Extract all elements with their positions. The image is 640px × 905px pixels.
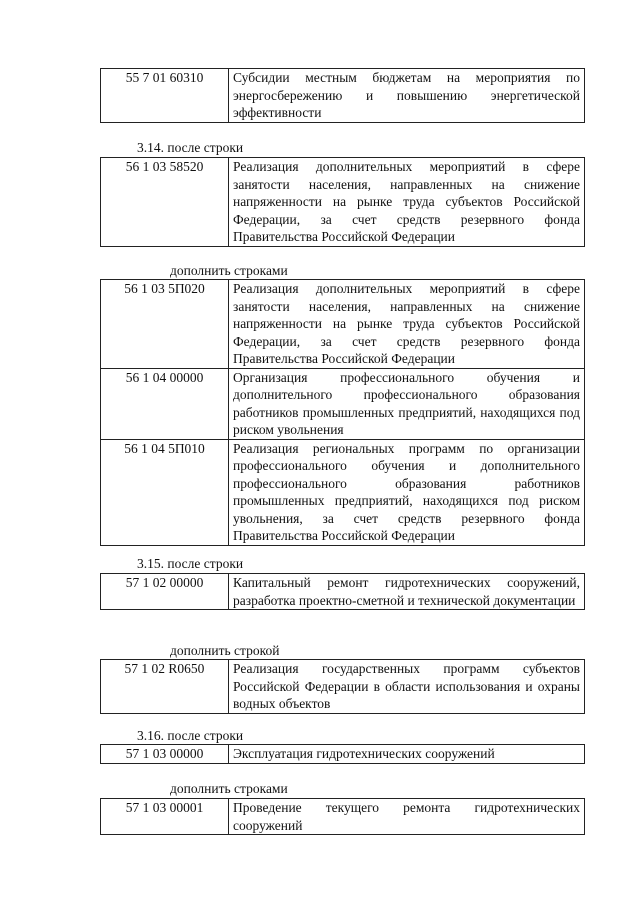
table-row [101, 280, 585, 369]
table-row [101, 574, 585, 610]
budget-description: Реализация региональных программ по организации профессионального обучения и дополнительного профессионального образования работников промышленных предприятий, находящихся под риском увольнения, за счет средств резервного фонда Правительства Российской Федерации [229, 439, 585, 545]
table-row [101, 439, 585, 545]
table-row [101, 158, 585, 247]
budget-description: Субсидии местным бюджетам на мероприятия по энергосбережению и повышению энергетической эффективности [229, 69, 585, 123]
budget-code: 57 1 03 00000 [101, 745, 229, 764]
table-row [101, 799, 585, 835]
table-row [101, 660, 585, 714]
budget-code: 57 1 02 00000 [101, 574, 229, 610]
budget-code: 56 1 03 5П020 [101, 280, 229, 369]
budget-code: 56 1 04 00000 [101, 368, 229, 439]
section-heading-3-15: 3.15. после строки [137, 556, 244, 571]
budget-table-3-15-add [100, 659, 585, 714]
budget-table-3-14-after [100, 157, 585, 247]
budget-table-3-14-add [100, 279, 585, 546]
budget-table-energy [100, 68, 585, 123]
table-row [101, 745, 585, 764]
budget-code: 55 7 01 60310 [101, 69, 229, 123]
budget-table-3-16-add [100, 798, 585, 835]
budget-description: Капитальный ремонт гидротехнических сооружений, разработка проектно-сметной и технической документации [229, 574, 585, 610]
section-heading-3-14: 3.14. после строки [137, 140, 244, 155]
budget-code: 56 1 03 58520 [101, 158, 229, 247]
budget-description: Реализация дополнительных мероприятий в сфере занятости населения, направленных на снижение напряженности на рынке труда субъектов Российской Федерации, за счет средств резервного фонда Правительства Российской Федерации [229, 158, 585, 247]
add-heading-3-16: дополнить строками [170, 781, 288, 796]
budget-code: 57 1 02 R0650 [101, 660, 229, 714]
add-heading-3-15: дополнить строкой [170, 643, 280, 658]
budget-description: Проведение текущего ремонта гидротехнических сооружений [229, 799, 585, 835]
table-row [101, 368, 585, 439]
budget-description: Эксплуатация гидротехнических сооружений [229, 745, 585, 764]
table-row [101, 69, 585, 123]
add-heading-3-14: дополнить строками [170, 263, 288, 278]
section-heading-3-16: 3.16. после строки [137, 728, 244, 743]
budget-description: Организация профессионального обучения и дополнительного профессионального образования работников промышленных предприятий, находящихся под риском увольнения [229, 368, 585, 439]
budget-table-3-15-after [100, 573, 585, 610]
budget-code: 56 1 04 5П010 [101, 439, 229, 545]
budget-code: 57 1 03 00001 [101, 799, 229, 835]
budget-description: Реализация государственных программ субъектов Российской Федерации в области использования и охраны водных объектов [229, 660, 585, 714]
budget-table-3-16-after [100, 744, 585, 764]
budget-description: Реализация дополнительных мероприятий в сфере занятости населения, направленных на снижение напряженности на рынке труда субъектов Российской Федерации, за счет средств резервного фонда Правительства Российской Федерации [229, 280, 585, 369]
